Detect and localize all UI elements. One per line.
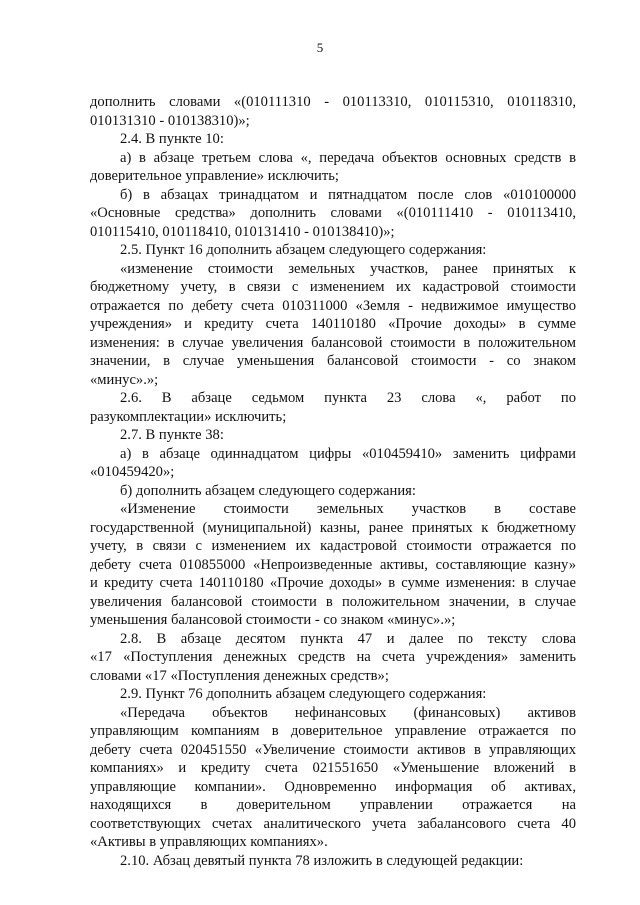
text-line: соответствующих счетах аналитического учета забалансового счета 40 [90, 815, 576, 832]
text-line: государственной (муниципальной) казны, ранее принятых к бюджетному [90, 519, 576, 536]
text-line: «минус».»; [90, 371, 159, 388]
document-body [90, 93, 576, 870]
text-line: значении, в случае уменьшения балансовой стоимости - со знаком [90, 353, 576, 369]
text-line: 2.10. Абзац девятый пункта 78 изложить в следующей редакции: [120, 852, 524, 869]
text-line: «Основные средства» дополнить словами «(010111410 - 010113410, [90, 205, 576, 221]
text-line: управляющим компаниям в доверительное управление отражается по [90, 723, 576, 739]
text-line: 2.4. В пункте 10: [120, 131, 224, 147]
text-line: словами «17 «Поступления денежных средств»; [90, 667, 389, 684]
text-line: и кредиту счета 140110180 «Прочие доходы» в сумме изменения: в случае [90, 575, 576, 591]
text-line: «010459420»; [90, 464, 175, 480]
text-line: дебету счета 010855000 «Непроизведенные активы, составляющие казну» [90, 556, 576, 573]
text-line: компаниях» и кредиту счета 021551650 «Уменьшение вложений в [90, 760, 576, 776]
text-line: доверительное управление» исключить; [90, 168, 339, 184]
text-line: отражается по дебету счета 010311000 «Земля - недвижимое имущество [90, 297, 576, 314]
text-line: дополнить словами «(010111310 - 010113310, 010115310, 010118310, [90, 94, 576, 110]
text-line: 2.9. Пункт 76 дополнить абзацем следующего содержания: [120, 686, 487, 702]
text-line: дебету счета 020451550 «Увеличение стоимости активов в управляющих [90, 741, 576, 758]
text-line: бюджетному учету, в связи с изменением их кадастровой стоимости [90, 279, 576, 295]
text-line: разукомплектации» исключить; [90, 408, 287, 425]
text-line: 2.6. В абзаце седьмом пункта 23 слова «, работ по [120, 390, 576, 406]
text-line: «Активы в управляющих компаниях». [90, 834, 328, 850]
text-line: увеличения балансовой стоимости в положительном значении, в случае [90, 593, 576, 610]
text-line: изменения: в случае увеличения балансовой стоимости в положительном [90, 334, 576, 351]
text-line: б) дополнить абзацем следующего содержания: [120, 482, 416, 499]
text-line: а) в абзаце третьем слова «, передача объектов основных средств в [120, 149, 576, 166]
text-line: управляющие компании». Одновременно информация об активах, [90, 778, 576, 795]
text-line: «17 «Поступления денежных средств на счета учреждения» заменить [90, 649, 576, 665]
page-number: 5 [316, 40, 324, 55]
text-line: 2.7. В пункте 38: [120, 427, 224, 443]
text-line: «Передача объектов нефинансовых (финансовых) активов [120, 704, 576, 721]
text-line: учету, в связи с изменением их кадастровой стоимости отражается по [90, 538, 576, 554]
text-line: 2.5. Пункт 16 дополнить абзацем следующего содержания: [120, 242, 487, 258]
text-line: б) в абзацах тринадцатом и пятнадцатом после слов «010100000 [120, 186, 576, 203]
text-line: учреждения» и кредиту счета 140110180 «Прочие доходы» в сумме [90, 316, 576, 332]
text-line: 2.8. В абзаце десятом пункта 47 и далее по тексту слова [120, 630, 576, 647]
text-line: находящихся в доверительном управлении отражается на [90, 797, 576, 813]
text-line: 010115410, 010118410, 010131410 - 010138410)»; [90, 223, 395, 240]
text-line: 010131310 - 010138310)»; [90, 112, 250, 129]
text-line: «изменение стоимости земельных участков, ранее принятых к [120, 260, 576, 277]
text-line: уменьшения балансовой стоимости - со знаком «минус».»; [90, 612, 456, 628]
text-line: «Изменение стоимости земельных участков в составе [120, 501, 576, 517]
text-line: а) в абзаце одиннадцатом цифры «010459410» заменить цифрами [120, 445, 576, 462]
